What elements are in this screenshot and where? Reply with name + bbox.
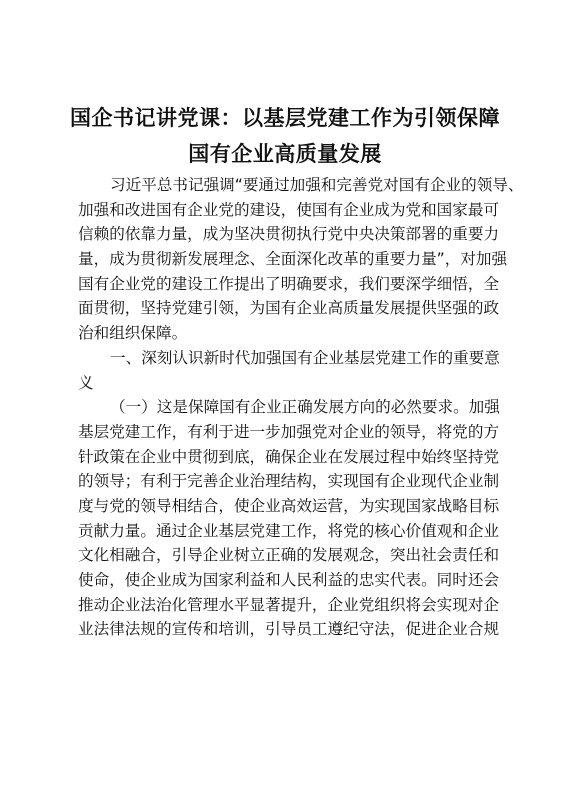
document-title-line-2: 国有企业高质量发展 (188, 142, 382, 166)
document-title-line-1: 国企书记讲党课：以基层党建工作为引领保障 (70, 106, 500, 130)
paragraph-line: 推动企业法治化管理水平显著提升，企业党组织将会实现对企 (78, 595, 500, 614)
paragraph-line: 使命，使企业成为国家利益和人民利益的忠实代表。同时还会 (78, 571, 500, 589)
paragraph-line: 文化相融合，引导企业树立正确的发展观念，突出社会责任和 (78, 546, 500, 565)
paragraph-line: 度与党的领导相结合，使企业高效运营，为实现国家战略目标 (78, 496, 500, 515)
paragraph-section-1-1 (78, 395, 498, 642)
paragraph-line: 国有企业党的建设工作提出了明确要求，我们要深学细悟，全 (78, 274, 500, 293)
heading-line: 一、深刻认识新时代加强国有企业基层党建工作的重要意 (110, 348, 500, 367)
paragraph-line: 基层党建工作，有利于进一步加强党对企业的领导，将党的方 (78, 422, 500, 441)
document-body (78, 173, 524, 642)
paragraph-line: 加强和改进国有企业党的建设，使国有企业成为党和国家最可 (78, 200, 500, 219)
paragraph-line: 贡献力量。通过企业基层党建工作，将党的核心价值观和企业 (78, 521, 500, 540)
paragraph-line: 治和组织保障。 (78, 324, 188, 343)
paragraph-line: 习近平总书记强调“要通过加强和完善党对国有企业的领导、 (110, 176, 524, 194)
heading-line: 义 (78, 373, 94, 392)
paragraph-line: （一）这是保障国有企业正确发展方向的必然要求。加强 (110, 398, 500, 417)
paragraph-line: 面贯彻，坚持党建引领，为国有企业高质量发展提供坚强的政 (78, 299, 500, 318)
paragraph-line: 业法律法规的宣传和培训，引导员工遵纪守法，促进企业合规 (78, 620, 500, 639)
paragraph-line: 针政策在企业中贯彻到底，确保企业在发展过程中始终坚持党 (78, 447, 500, 466)
paragraph-line: 量，成为贯彻新发展理念、全面深化改革的重要力量”，对加强 (78, 250, 508, 269)
paragraph-line: 信赖的依靠力量，成为坚决贯彻执行党中央决策部署的重要力 (78, 225, 500, 244)
paragraph-intro (78, 173, 524, 346)
section-heading-1 (78, 346, 498, 395)
paragraph-line: 的领导；有利于完善企业治理结构，实现国有企业现代企业制 (78, 472, 500, 491)
